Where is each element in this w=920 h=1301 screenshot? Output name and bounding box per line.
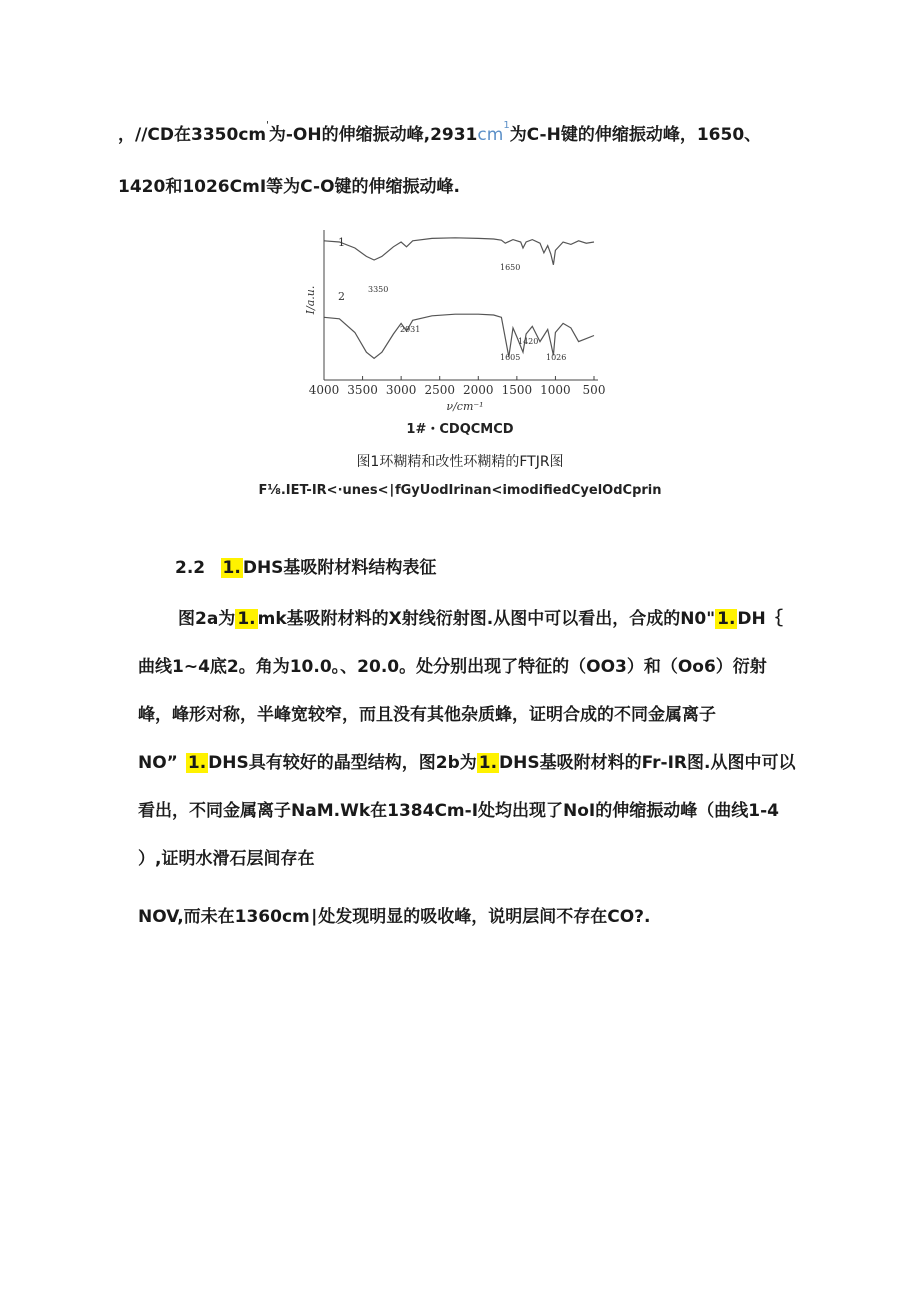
body-line-1 xyxy=(178,604,783,629)
peak-label-1605: 1605 xyxy=(500,353,521,362)
curve-1-label: 1 xyxy=(338,236,345,249)
section-number: 2.2 xyxy=(175,558,206,578)
peak-label-1026: 1026 xyxy=(546,353,567,362)
body-line-4 xyxy=(138,748,795,773)
highlight-mark: 1. xyxy=(237,609,256,629)
x-tick-label: 4000 xyxy=(308,383,340,397)
text-run: mk基吸附材料的X射线衍射图.从图中可以看出，合成的N0" xyxy=(257,609,716,629)
x-tick-label: 2500 xyxy=(424,383,455,397)
body-line-5: 看出，不同金属离子NaM.Wk在1384Cm-I处均出现了NoI的伸缩振动峰（曲线1-4 xyxy=(138,801,779,821)
x-tick-label: 1500 xyxy=(501,383,533,397)
peak-label-1420: 1420 xyxy=(518,337,539,346)
text-run: 图2a为 xyxy=(178,609,236,629)
peak-label-2931: 2931 xyxy=(400,325,421,334)
figure-caption-chinese: 图1环糊精和改性环糊精的FTJR图 xyxy=(356,454,564,470)
highlight-mark: 1. xyxy=(222,558,241,578)
peak-label-1650: 1650 xyxy=(500,263,521,272)
highlight-mark: 1. xyxy=(478,753,498,773)
peak-label-3350: 3350 xyxy=(368,285,389,294)
figure-caption-english-2: F⅛.IET-IR<·unes<∣fGyUodIrinan<imodifiedCyelOdCprin xyxy=(258,483,662,498)
highlight-mark: 1. xyxy=(187,753,207,773)
spectrum-curve-1 xyxy=(324,238,594,265)
figure-caption-english-1: 1#・CDQCMCD xyxy=(406,422,514,437)
x-tick-label: 1000 xyxy=(540,383,571,397)
body-line-3: 峰，峰形对称，半峰宽较窄，而且没有其他杂质蜂，证明合成的不同金属离子 xyxy=(138,705,716,725)
text-run: DHS具有较好的晶型结构，图2b为 xyxy=(208,753,477,773)
text-run: ，//CD在3350cm xyxy=(118,125,267,145)
x-tick-label: 2000 xyxy=(463,383,494,397)
curve-2-label: 2 xyxy=(338,290,345,303)
section-title: DHS基吸附材料结构表征 xyxy=(242,558,437,578)
x-tick-label: 3000 xyxy=(385,383,417,397)
x-tick-label: 500 xyxy=(582,383,606,397)
ftir-figure xyxy=(300,222,620,414)
unit-label: cm xyxy=(477,125,504,145)
highlight-mark: 1. xyxy=(717,609,736,629)
y-axis-label: I/a.u. xyxy=(304,285,317,315)
text-run: NO” xyxy=(138,753,178,773)
text-run: 为C-H键的伸缩振动峰，1650、 xyxy=(509,125,762,145)
text-run: DH｛ xyxy=(737,609,783,629)
body-line-7: NOV,而未在1360cm∣处发现明显的吸收峰，说明层间不存在CO?. xyxy=(138,907,651,927)
body-line-6: ）,证明水滑石层间存在 xyxy=(138,849,315,869)
paragraph-1-line-1: ，//CD在3350cm'为-OH的伸缩振动峰$,2931cm^1$为C-H键的伸缩振动峰，1650、 xyxy=(118,120,762,145)
text-run: DHS基吸附材料的Fr-IR图.从图中可以 xyxy=(499,753,796,773)
spectrum-curve-2 xyxy=(324,314,594,358)
paragraph-1-line-2: 1420和1026CmI等为C-O键的伸缩振动峰. xyxy=(118,177,460,197)
body-line-2: 曲线1~4底2。角为10.0。、20.0。处分别出现了特征的（OO3）和（Oo6）衍射 xyxy=(138,657,767,677)
section-heading xyxy=(175,553,436,578)
x-axis-label: ν/cm⁻¹ xyxy=(446,400,484,413)
text-run: 为-OH的伸缩振动峰,2931 xyxy=(268,125,478,145)
x-tick-label: 3500 xyxy=(347,383,378,397)
